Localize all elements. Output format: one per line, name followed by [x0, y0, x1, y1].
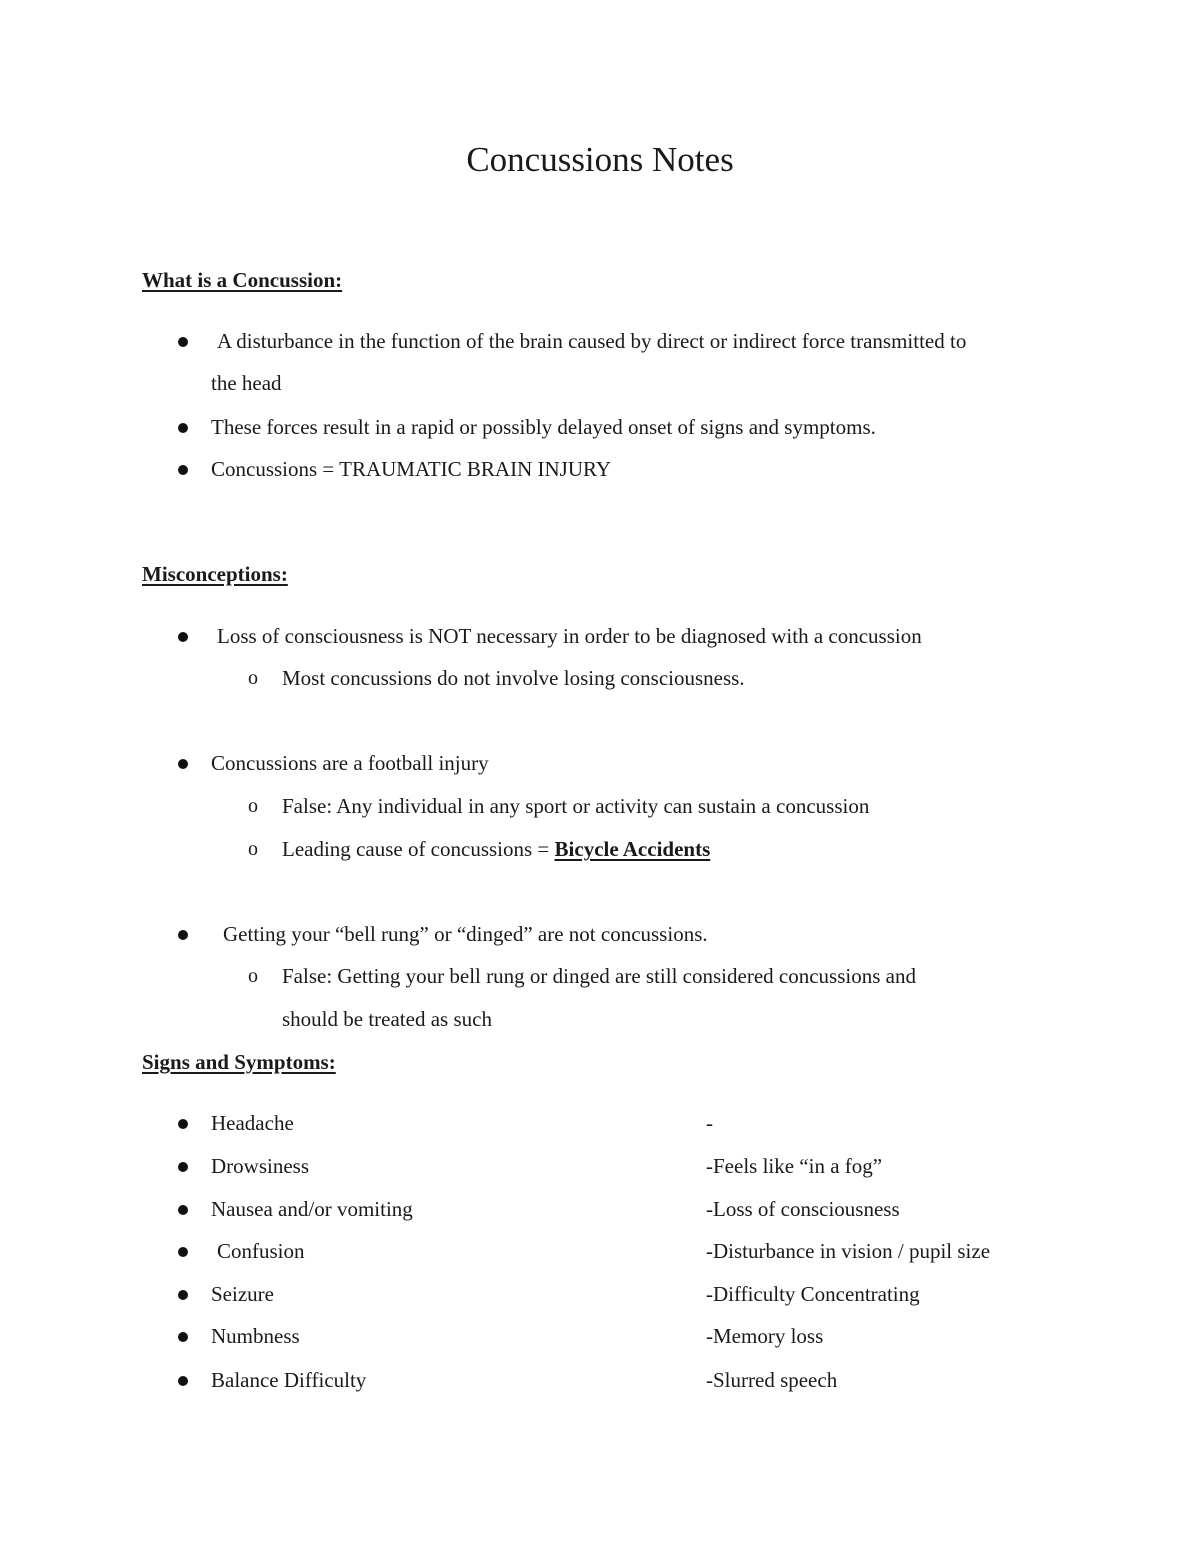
bullet-icon [178, 1119, 188, 1129]
sub-bullet-icon: o [248, 838, 258, 860]
symptom-item: Headache [211, 1111, 294, 1135]
bullet-icon [178, 759, 188, 769]
symptom-item-right: -Difficulty Concentrating [706, 1282, 920, 1306]
symptom-item-right: -Feels like “in a fog” [706, 1154, 883, 1178]
list-item-continuation: the head [211, 371, 282, 395]
bullet-icon [178, 1247, 188, 1257]
bullet-icon [178, 632, 188, 642]
sub-bullet-icon: o [248, 795, 258, 817]
symptom-item: Numbness [211, 1324, 300, 1348]
list-item: Getting your “bell rung” or “dinged” are not concussions. [223, 922, 708, 946]
heading-what-is-concussion: What is a Concussion: [142, 268, 343, 292]
heading-signs-symptoms: Signs and Symptoms: [142, 1050, 336, 1074]
bullet-icon [178, 465, 188, 475]
symptom-item-right: -Loss of consciousness [706, 1197, 900, 1221]
bullet-icon [178, 1332, 188, 1342]
list-item: Concussions = TRAUMATIC BRAIN INJURY [211, 457, 611, 481]
symptom-item: Confusion [217, 1239, 305, 1263]
sub-list-item [282, 835, 710, 863]
emphasis-bicycle-accidents: Bicycle Accidents [554, 837, 711, 861]
symptom-item-right: -Memory loss [706, 1324, 824, 1348]
symptom-item-right: -Slurred speech [706, 1368, 838, 1392]
list-item: These forces result in a rapid or possibly delayed onset of signs and symptoms. [211, 415, 876, 439]
bullet-icon [178, 930, 188, 940]
sub-list-item: False: Getting your bell rung or dinged are still considered concussions and [282, 964, 916, 988]
symptom-item: Balance Difficulty [211, 1368, 367, 1392]
symptom-item: Drowsiness [211, 1154, 309, 1178]
sub-list-item: False: Any individual in any sport or activity can sustain a concussion [282, 794, 870, 818]
sub-bullet-icon: o [248, 667, 258, 689]
bullet-icon [178, 423, 188, 433]
symptom-item-right: -Disturbance in vision / pupil size [706, 1239, 991, 1263]
list-item: Concussions are a football injury [211, 751, 489, 775]
page-title: Concussions Notes [466, 140, 734, 179]
heading-misconceptions: Misconceptions: [142, 562, 288, 586]
symptom-item-right: - [706, 1111, 713, 1135]
list-item: Loss of consciousness is NOT necessary in order to be diagnosed with a concussion [217, 624, 922, 648]
symptom-item: Seizure [211, 1282, 274, 1306]
bullet-icon [178, 1162, 188, 1172]
bullet-icon [178, 337, 188, 347]
list-item: A disturbance in the function of the brain caused by direct or indirect force transmitted to [217, 329, 967, 353]
bullet-icon [178, 1290, 188, 1300]
sub-list-item-text: Leading cause of concussions = [282, 837, 555, 861]
bullet-icon [178, 1376, 188, 1386]
bullet-icon [178, 1205, 188, 1215]
symptom-item: Nausea and/or vomiting [211, 1197, 413, 1221]
sub-bullet-icon: o [248, 965, 258, 987]
sub-list-item-continuation: should be treated as such [282, 1007, 492, 1031]
sub-list-item: Most concussions do not involve losing consciousness. [282, 666, 745, 690]
